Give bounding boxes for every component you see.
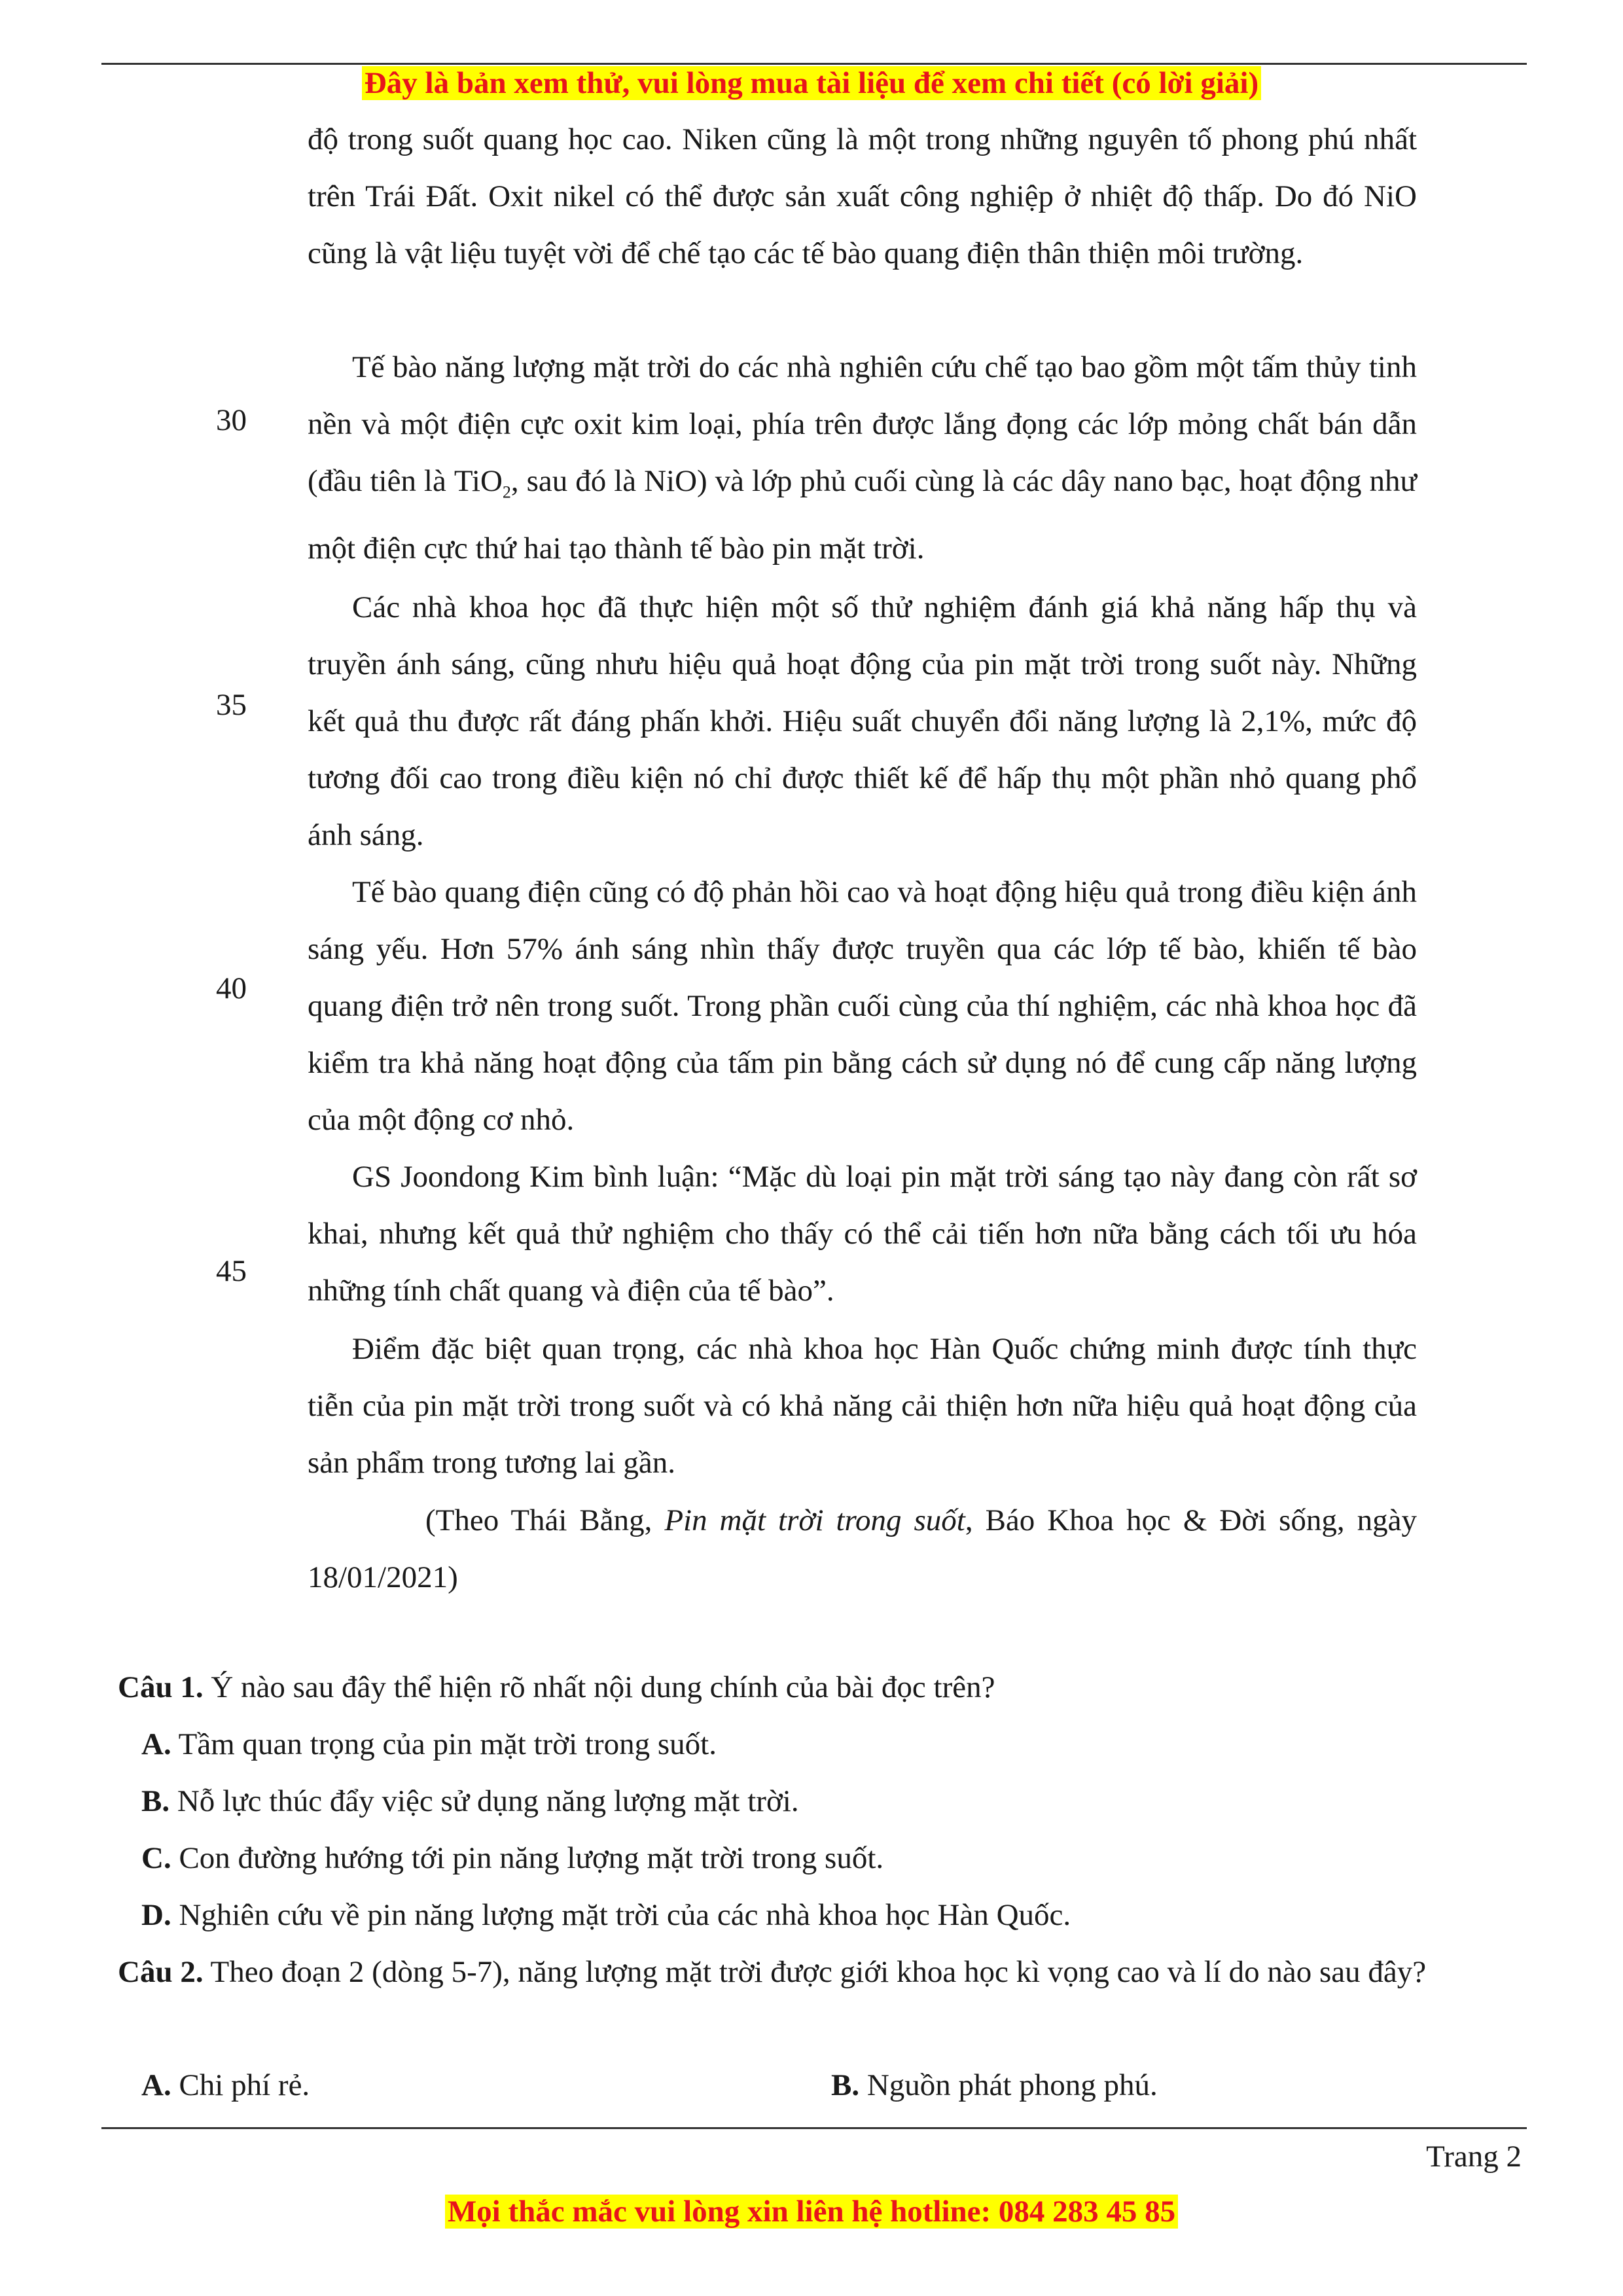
- line-number: 35: [216, 688, 247, 722]
- paragraph-cell-structure: Tế bào năng lượng mặt trời do các nhà nghiên cứu chế tạo bao gồm một tấm thủy tinh nền và một điện cực oxit kim loại, phía trên được lắng đọng các lớp mỏng chất bán dẫn (đầu tiên là TiO$_2$, sau đó là NiO) và lớp phủ cuối cùng là các dây nano bạc, hoạt động như một điện cực thứ hai tạo thành tế bào pin mặt trời.: [308, 350, 1417, 566]
- line-number: 40: [216, 971, 247, 1005]
- question-1-option-c: C. Con đường hướng tới pin năng lượng mặt trời trong suốt.: [141, 1841, 884, 1875]
- question-2: Câu 2. Theo đoạn 2 (dòng 5-7), năng lượng mặt trời được giới khoa học kì vọng cao và lí do nào sau đây?: [118, 1955, 1427, 1989]
- bottom-rule: [101, 2127, 1527, 2129]
- line-number: 45: [216, 1254, 247, 1288]
- footer-banner: Mọi thắc mắc vui lòng xin liên hệ hotline: 084 283 45 85: [0, 2194, 1623, 2229]
- question-2-option-b: B. Nguồn phát phong phú.: [831, 2068, 1158, 2102]
- question-1: Câu 1. Ý nào sau đây thể hiện rõ nhất nội dung chính của bài đọc trên?: [118, 1670, 995, 1704]
- source-citation: (Theo Thái Bằng, Pin mặt trời trong suốt, Báo Khoa học & Đời sống, ngày 18/01/2021): [308, 1503, 1417, 1594]
- paragraph-continued: độ trong suốt quang học cao. Niken cũng là một trong những nguyên tố phong phú nhất trên Trái Đất. Oxit nikel có thể được sản xuất công nghiệp ở nhiệt độ thấp. Do đó NiO cũng là vật liệu tuyệt vời để chế tạo các tế bào quang điện thân thiện môi trường.: [308, 122, 1417, 270]
- paragraph-quote: GS Joondong Kim bình luận: “Mặc dù loại pin mặt trời sáng tạo này đang còn rất sơ khai, nhưng kết quả thử nghiệm cho thấy có thể cải tiến hơn nữa bằng cách tối ưu hóa những tính chất quang và điện của tế bào”.: [308, 1160, 1417, 1308]
- header-banner: Đây là bản xem thử, vui lòng mua tài liệu để xem chi tiết (có lời giải): [0, 65, 1623, 101]
- tio2-formula: TiO$_2$: [454, 464, 511, 502]
- paragraph-conclusion: Điểm đặc biệt quan trọng, các nhà khoa học Hàn Quốc chứng minh được tính thực tiễn của pin mặt trời trong suốt và có khả năng cải thiện hơn nữa hiệu quả hoạt động của sản phẩm trong tương lai gần.: [308, 1332, 1417, 1480]
- paragraph-experiments: Các nhà khoa học đã thực hiện một số thử nghiệm đánh giá khả năng hấp thụ và truyền ánh sáng, cũng nhưu hiệu quả hoạt động của pin mặt trời trong suốt này. Những kết quả thu được rất đáng phấn khởi. Hiệu suất chuyển đổi năng lượng là 2,1%, mức độ tương đối cao trong điều kiện nó chỉ được thiết kế để hấp thụ một phần nhỏ quang phổ ánh sáng.: [308, 590, 1417, 852]
- line-number: 30: [216, 403, 247, 437]
- question-1-option-a: A. Tầm quan trọng của pin mặt trời trong suốt.: [141, 1727, 717, 1761]
- page-number: Trang 2: [1426, 2140, 1522, 2174]
- paragraph-responsiveness: Tế bào quang điện cũng có độ phản hồi cao và hoạt động hiệu quả trong điều kiện ánh sáng yếu. Hơn 57% ánh sáng nhìn thấy được truyền qua các lớp tế bào, khiến tế bào quang điện trở nên trong suốt. Trong phần cuối cùng của thí nghiệm, các nhà khoa học đã kiểm tra khả năng hoạt động của tấm pin bằng cách sử dụng nó để cung cấp năng lượng của một động cơ nhỏ.: [308, 875, 1417, 1137]
- question-1-option-b: B. Nỗ lực thúc đẩy việc sử dụng năng lượng mặt trời.: [141, 1784, 799, 1818]
- question-2-option-a: A. Chi phí rẻ.: [141, 2068, 310, 2102]
- top-rule: [101, 63, 1527, 65]
- question-1-option-d: D. Nghiên cứu về pin năng lượng mặt trời của các nhà khoa học Hàn Quốc.: [141, 1898, 1071, 1932]
